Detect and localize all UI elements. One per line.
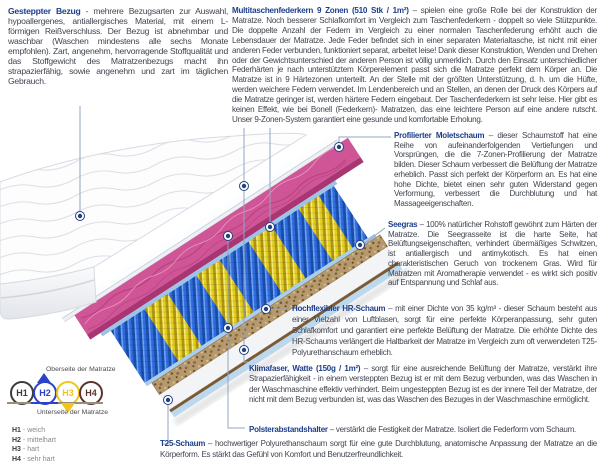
paragraph-profilierter-moletschaum: Profilierter Moletschaum – dieser Schaumstoff hat eine Reihe von aufeinanderfolgenden Vertiefungen und Vorsprüngen, die die 7-Zonen-Profilierung der Matratze bilden. Dieser Schaum verbessert die Belüftung der Matratze erheblich. Passt sich perfekt der Körperform an. Es hat eine hohe Dichte, bietet einen sehr guten Widerstand gegen Verformung, verbessert die Durchblutung und hat Massageeigenschaften. [394,131,597,208]
marker-dot-pink-left [224,232,233,241]
marker-dot-springs-top [266,223,275,232]
profilierter-moletschaum-heading: Profilierter Moletschaum [394,131,485,140]
marker-dot-seagrass-mid [262,305,271,314]
marker-dot-springs-bottom [224,324,233,333]
klimafaser-heading: Klimafaser, Watte (150g / 1m²) [249,364,361,373]
seegras-heading: Seegras [388,220,418,229]
hardness-circle-h3: H3 [56,381,80,405]
top-side-label: Oberseite der Matratze [46,366,116,373]
marker-dot-base-foam [164,396,173,405]
paragraph-seegras: Seegras – 100% natürlicher Rohstoff gewöhnt zum Härten der Matratze. Die Seegrasseite ist die harte Seite, hat Belüftungseigenschaften, verhindert übermäßiges Schwitzen, ist antiallergisch und antimykotisch. Es hat einen charakteristischen Geruch von trockenem Gras. Wird für Matratzen mit Aromatherapie verwendet - es wirkt sich positiv auf Entspannung und Schlaf aus. [388,220,597,288]
hardness-legend-row: H3 - hart [12,446,40,453]
gesteppter-bezug-heading: Gesteppter Bezug [8,6,81,16]
hardness-circle-h4: H4 [79,381,103,405]
marker-dot-cover [76,212,85,221]
polsterabstandshalter-heading: Polsterabstandshalter [249,425,328,434]
paragraph-polsterabstandshalter: Polsterabstandshalter – verstärkt die Festigkeit der Matratze. Isoliert die Federform vom Schaum. [249,425,576,434]
paragraph-hr-schaum: Hochflexibler HR-Schaum – mit einer Dichte von 35 kg/m³ - dieser Schaum besteht aus einer Vielzahl von Luftblasen, sorgt für eine perfekte Körperanpassung, sehr guten Schlafkomfort und garantiert eine perfekte Belüftung der Matratze. Die erhöhte Dichte des HR-Schaums verlängert die Haltbarkeit der Matratze im Vergleich zum oft verwendeten T25-Polyurethanschaum erheblich. [292,304,597,357]
paragraph-t25-schaum: T25-Schaum – hochwertiger Polyurethanschaum sorgt für eine gute Durchblutung, anatomische Anpassung der Matratze an die Körperform. Es stärkt das Gefühl von Komfort und Benutzerfreundlichkeit. [160,439,597,459]
hardness-legend-row: H4 - sehr hart [12,455,55,463]
paragraph-gesteppter-bezug: Gesteppter Bezug - mehrere Bezugsarten zur Auswahl, hypoallergenes, antiallergisches Material, mit einem L-förmigen Reißverschluss. Der Bezug ist abnehmbar und waschbar (Waschen mindestens alle sechs Monate empfohlen). Zart, angenehm, hervorragende Stoffqualität und das Stoffgewicht des Matratzenbezugs macht ihn strapazierfähig, sowie angenehm und zart im täglichen Gebrauch. [8,6,228,86]
hr-schaum-heading: Hochflexibler HR-Schaum [292,304,386,313]
marker-dot-sheet [240,182,249,191]
hardness-legend-row: H2 - mittelhart [12,436,56,444]
hardness-circle-h1: H1 [10,381,34,405]
paragraph-klimafaser: Klimafaser, Watte (150g / 1m²) – sorgt für eine ausreichende Belüftung der Matratze, verstärkt ihre Strapazierfähigkeit - in einem versteppten Bezug ist er mit dem Bezug verbunden, was das Waschen in der Waschmaschine effektiv verhindert. Beim ungesteppten Bezug ist es der innere Teil der Matratze, der nicht mit dem Bezug verbunden ist, was das Waschen des Bezuges in der Waschmaschine ermöglicht. [249,364,598,404]
marker-dot-bottom-layer [240,346,249,355]
hardness-circle-h2: H2 [33,381,57,405]
t25-schaum-heading: T25-Schaum [160,439,206,448]
marker-dot-seagrass-right [356,241,365,250]
hardness-legend-row: H1 - weich [12,427,46,434]
multitaschenfederkern-heading: Multitaschenfederkern 9 Zonen (510 Stk / 1m²) [232,6,409,15]
paragraph-multitaschenfederkern: Multitaschenfederkern 9 Zonen (510 Stk / 1m²) – spielen eine große Rolle bei der Konstruktion der Matratze. Noch besserer Schlafkomfort im Vergleich zum Taschenfederkern - doppelt so viele Stützpunkte. Die doppelte Anzahl der Federn im Vergleich zu einer normalen Taschenfederung erhöht auch die Lebensdauer der Matratze. Jede Feder befindet sich in einer separaten Materialtasche, ist nicht mit einer anderen Feder verbunden, funktioniert separat, arbeitet leise! Dank dieser Konstruktion, Wenden und Drehen oder der Gewichtsunterschied der anderen Person ist völlig unmerklich. Durch den Einsatz unterschiedlicher Federhärten je nach unterstütztem Körperelement passt sich die Matratze perfekt dem Körper an. Die Matratze ist in 9 Härtezonen unterteilt. An der Stelle mit der größten Unterstützung, d. h. um die Hüfte, werden weichere Federn verwendet. Im Lendenbereich und an Stellen, an denen der Druck des Körpers auf die Matratze geringer ist, werden härtere Federn eingebaut. Der Taschenfederkern ist sehr leise. Hier gibt es keinen Effekt, wie bei Bonell (Federkern)- Matratzen, das eine leichtere Person auf eine andere rutscht. Unser 9-Zonen-System garantiert eine gesunde und komfortable Erholung. [232,6,597,124]
hardness-baseline-highlight [31,402,58,404]
bottom-side-label: Unterseite der Matratze [37,409,109,416]
marker-dot-pink-right [335,143,344,152]
